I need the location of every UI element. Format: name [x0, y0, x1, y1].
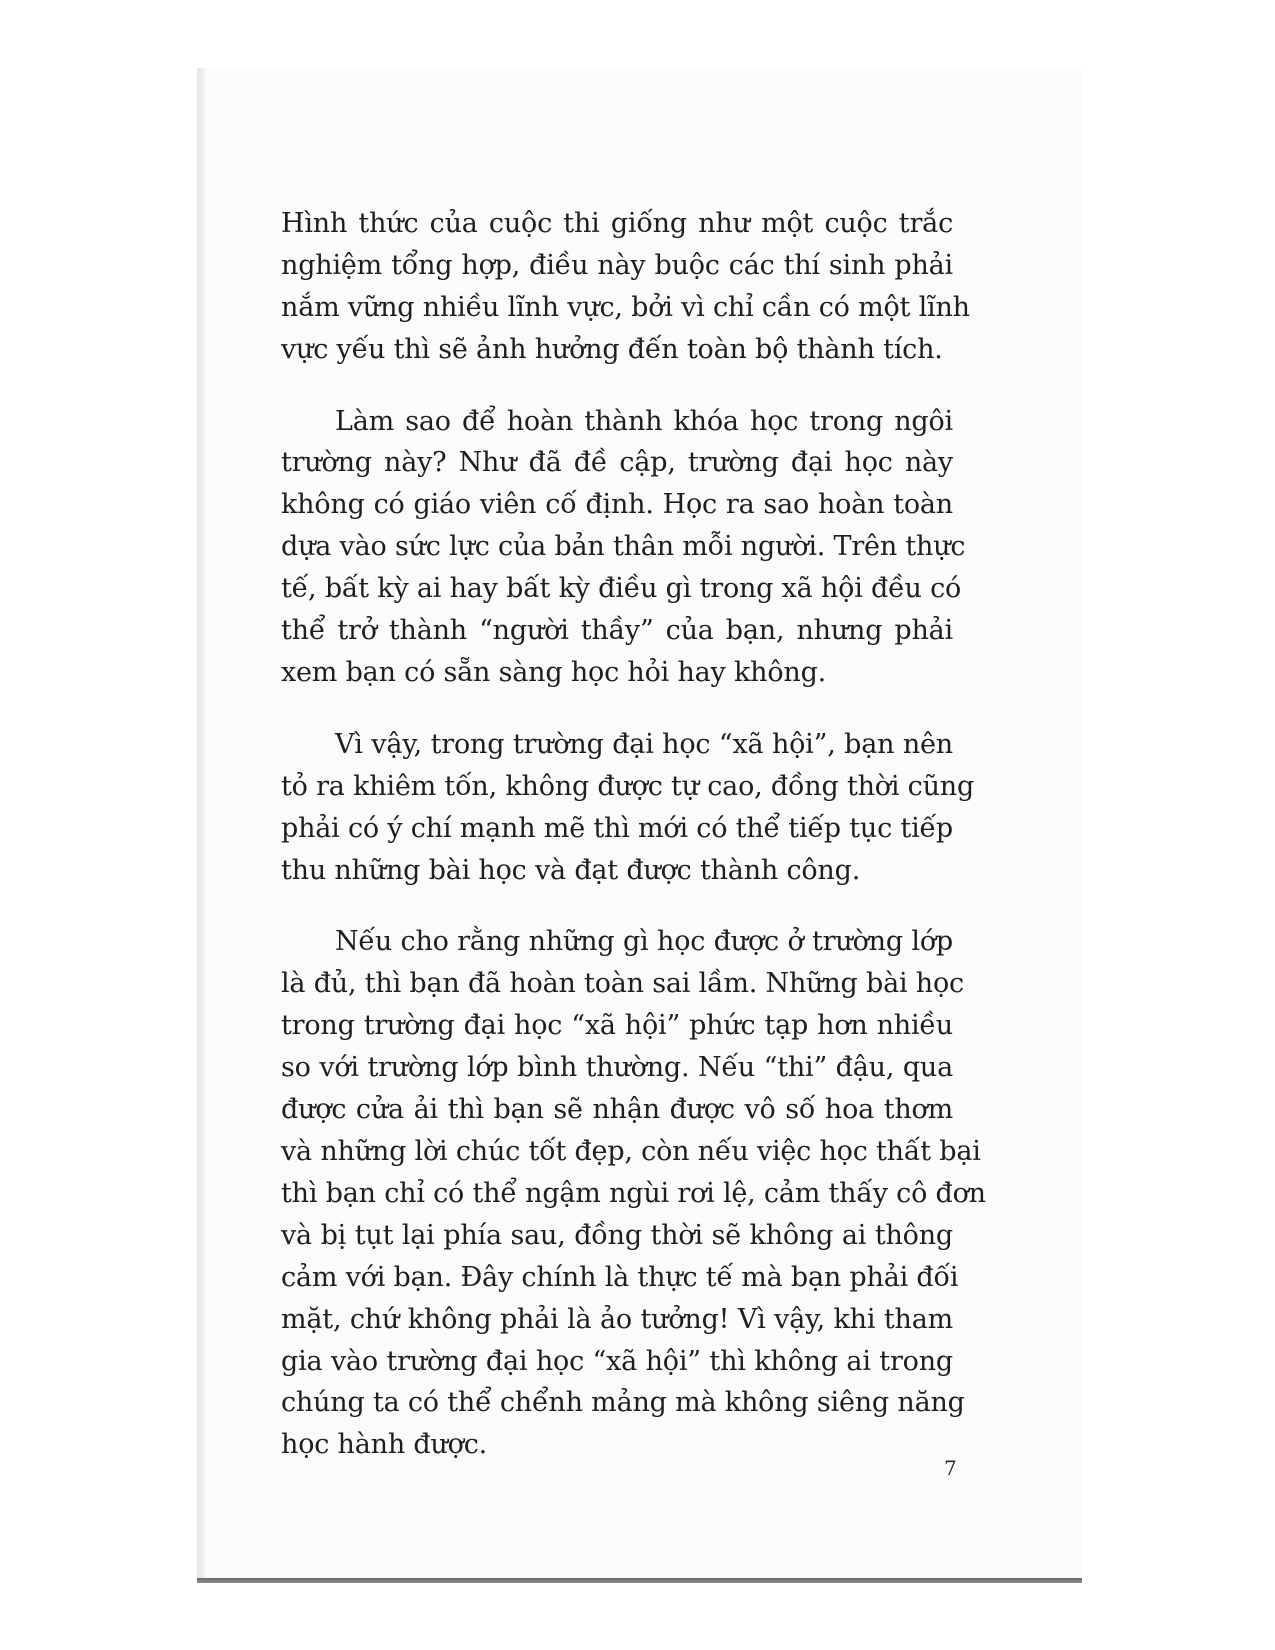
- text-line: chúng ta có thể chểnh mảng mà không siêng năng: [281, 1387, 965, 1418]
- text-line: trường này? Như đã đề cập, trường đại học này: [281, 447, 953, 478]
- text-line: thu những bài học và đạt được thành công.: [281, 855, 861, 886]
- text-line: không có giáo viên cố định. Học ra sao hoàn toàn: [281, 489, 953, 520]
- text-line: xem bạn có sẵn sàng học hỏi hay không.: [281, 657, 827, 688]
- text-line: vực yếu thì sẽ ảnh hưởng đến toàn bộ thành tích.: [281, 334, 943, 365]
- page-gutter-shadow: [197, 68, 205, 1580]
- text-line: thể trở thành “người thầy” của bạn, nhưng phải: [281, 615, 953, 646]
- text-line: phải có ý chí mạnh mẽ thì mới có thể tiếp tục tiếp: [281, 813, 953, 844]
- text-line: Vì vậy, trong trường đại học “xã hội”, bạn nên: [335, 729, 953, 760]
- text-line: cảm với bạn. Đây chính là thực tế mà bạn phải đối: [281, 1262, 959, 1293]
- text-line: là đủ, thì bạn đã hoàn toàn sai lầm. Những bài học: [281, 968, 964, 999]
- page-bottom-edge: [197, 1578, 1082, 1583]
- text-line: dựa vào sức lực của bản thân mỗi người. Trên thực: [281, 531, 966, 562]
- text-line: và những lời chúc tốt đẹp, còn nếu việc học thất bại: [281, 1136, 981, 1167]
- text-line: tế, bất kỳ ai hay bất kỳ điều gì trong xã hội đều có: [281, 573, 962, 604]
- text-line: mặt, chứ không phải là ảo tưởng! Vì vậy, khi tham: [281, 1304, 953, 1335]
- text-line: so với trường lớp bình thường. Nếu “thi” đậu, qua: [281, 1052, 953, 1083]
- text-line: nắm vững nhiều lĩnh vực, bởi vì chỉ cần có một lĩnh: [281, 292, 970, 323]
- page-number: 7: [944, 1456, 957, 1480]
- text-line: gia vào trường đại học “xã hội” thì không ai trong: [281, 1346, 953, 1377]
- text-line: Nếu cho rằng những gì học được ở trường lớp: [335, 926, 953, 957]
- text-line: và bị tụt lại phía sau, đồng thời sẽ không ai thông: [281, 1220, 953, 1251]
- text-line: Hình thức của cuộc thi giống như một cuộc trắc: [281, 208, 953, 239]
- text-line: trong trường đại học “xã hội” phức tạp hơn nhiều: [281, 1010, 953, 1041]
- text-line: Làm sao để hoàn thành khóa học trong ngôi: [335, 406, 953, 437]
- text-line: tỏ ra khiêm tốn, không được tự cao, đồng thời cũng: [281, 771, 975, 802]
- text-line: học hành được.: [281, 1429, 488, 1460]
- text-line: thì bạn chỉ có thể ngậm ngùi rơi lệ, cảm thấy cô đơn: [281, 1178, 986, 1209]
- text-line: được cửa ải thì bạn sẽ nhận được vô số hoa thơm: [281, 1094, 953, 1125]
- text-line: nghiệm tổng hợp, điều này buộc các thí sinh phải: [281, 250, 953, 281]
